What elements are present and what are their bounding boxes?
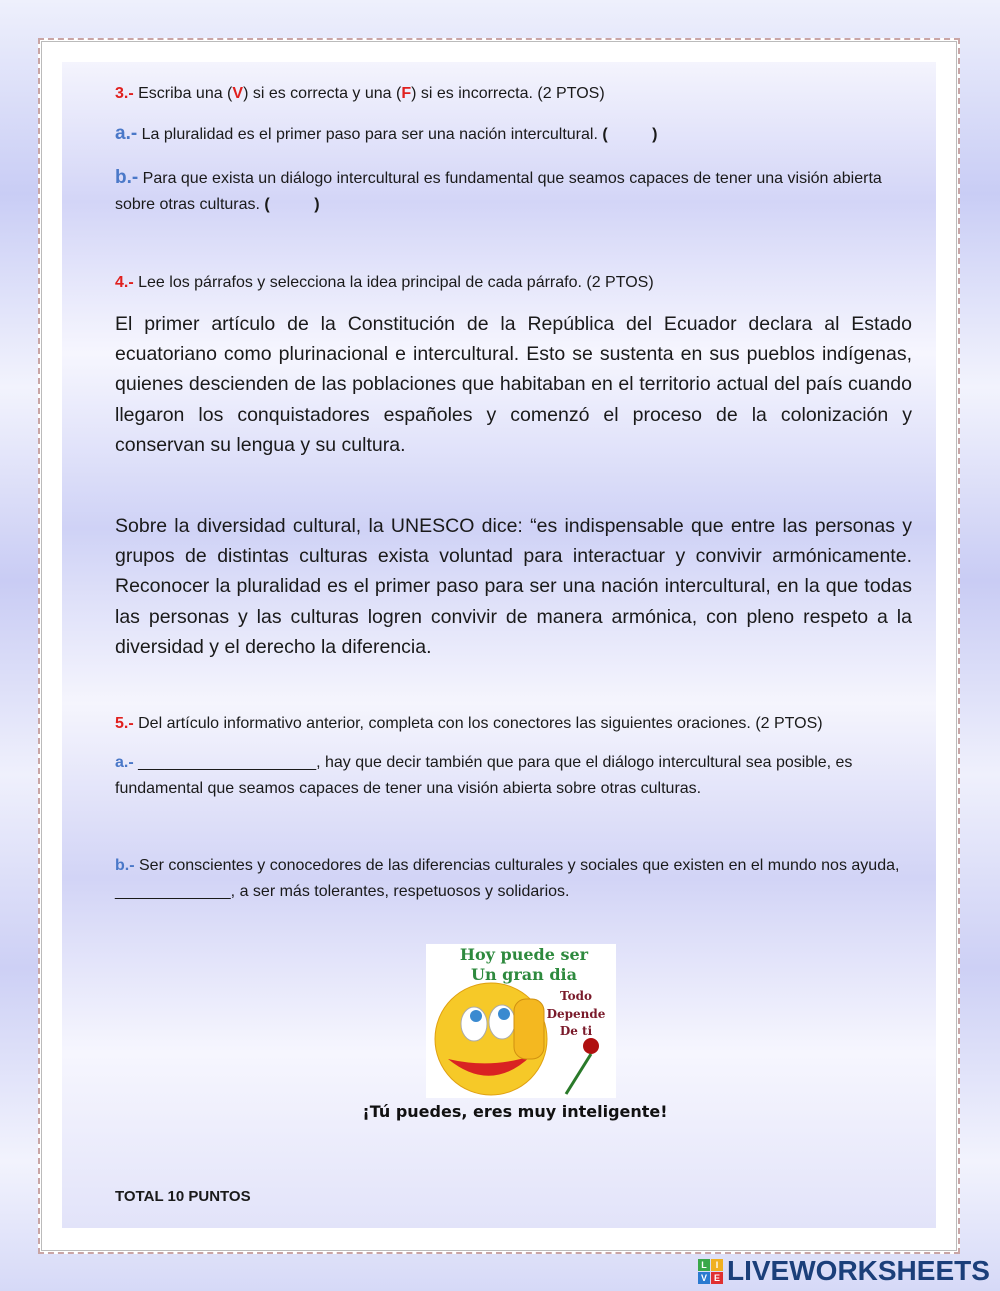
q4-heading: 4.- Lee los párrafos y selecciona la idea principal de cada párrafo. (2 PTOS): [115, 274, 654, 291]
q5-item-a: a.- ____________________, hay que decir también que para que el diálogo intercultural sea posible, es fundamental que seamos capaces de tener una visión abierta sobre otras culturas.: [115, 754, 853, 797]
rose-icon: [583, 1038, 599, 1054]
q5-heading: 5.- Del artículo informativo anterior, completa con los conectores las siguientes oraciones. (2 PTOS): [115, 715, 823, 732]
svg-text:Un gran dia: Un gran dia: [471, 965, 577, 984]
svg-text:Hoy puede ser: Hoy puede ser: [459, 945, 589, 964]
svg-text:Todo: Todo: [560, 989, 592, 1003]
answer-blank-a[interactable]: ( ): [602, 126, 658, 143]
paragraph-1[interactable]: El primer artículo de la Constitución de la República del Ecuador declara al Estado ecuatoriano como plurinacional e intercultural. Esto se sustenta en sus pueblos indígenas, quienes descienden de las poblaciones que habitaban en el territorio actual del país cuando llegaron los conquistadores españoles y comenzó el proceso de la colonización y conservan su lengua y su cultura.: [115, 313, 912, 456]
encouragement-caption: ¡Tú puedes, eres muy inteligente!: [362, 1102, 668, 1121]
logo-icon: L I V E: [698, 1259, 723, 1284]
q3-item-b: b.- Para que exista un diálogo intercultural es fundamental que seamos capaces de tener una visión abierta sobre otras culturas. ( ): [115, 167, 882, 213]
liveworksheets-logo: L I V E LIVEWORKSHEETS: [698, 1256, 990, 1286]
answer-blank-b[interactable]: ( ): [264, 196, 320, 213]
thumbs-up-icon: [514, 999, 544, 1059]
q5-item-b: b.- Ser conscientes y conocedores de las diferencias culturales y sociales que existen en el mundo nos ayuda, _____________, a ser más tolerantes, respetuosos y solidarios.: [115, 857, 900, 900]
q3-heading: 3.- Escriba una (V) si es correcta y una (F) si es incorrecta. (2 PTOS): [115, 85, 605, 102]
svg-text:De ti: De ti: [559, 1024, 593, 1038]
paragraph-2[interactable]: Sobre la diversidad cultural, la UNESCO dice: “es indispensable que entre las personas y grupos de distintas culturas exista voluntad para interactuar y convivir armónicamente. Reconocer la pluralidad es el primer paso para ser una nación intercultural, en la que todas las personas y las culturas logren convivir de manera armónica, con pleno respeto a la diversidad y el derecho la diferencia.: [115, 515, 912, 658]
svg-text:Depende: Depende: [546, 1007, 606, 1021]
total-points: TOTAL 10 PUNTOS: [115, 1188, 251, 1205]
q3-item-a: a.- La pluralidad es el primer paso para ser una nación intercultural. ( ): [115, 123, 658, 144]
motivational-image: [426, 944, 616, 1098]
